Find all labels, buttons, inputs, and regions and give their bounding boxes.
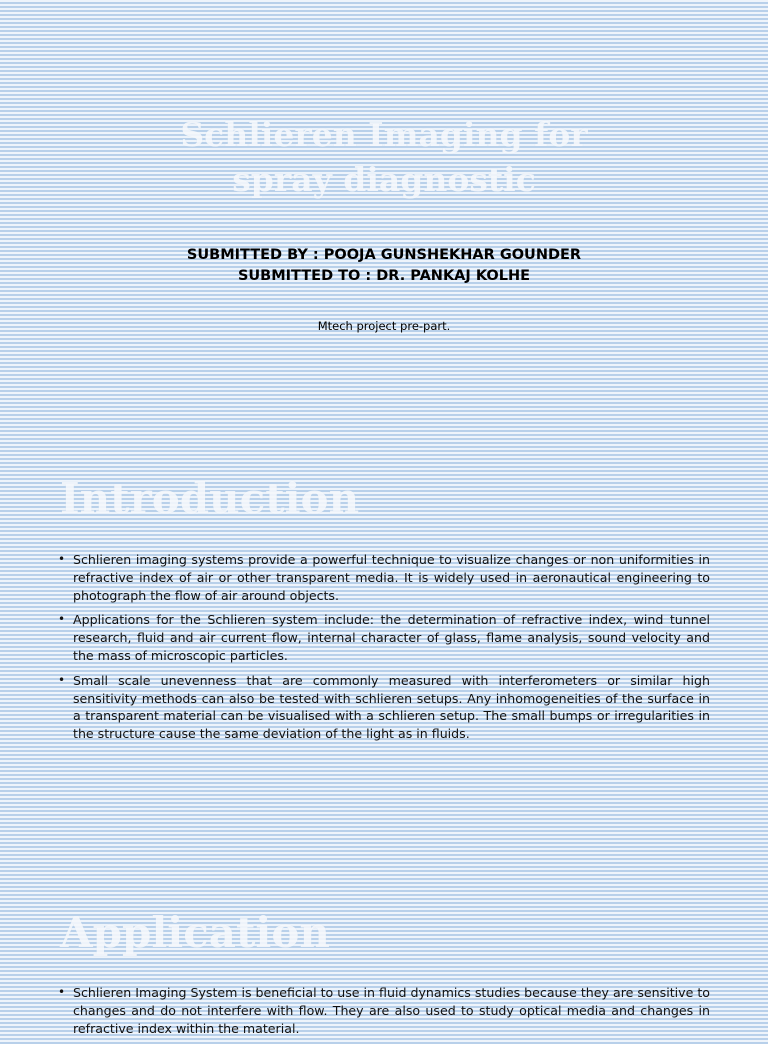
bullet-icon: • [58,552,66,566]
title-slide [0,0,768,430]
introduction-heading: Introduction [60,474,360,523]
bullet-item [56,611,710,664]
submitted-to-line: SUBMITTED TO : DR. PANKAJ KOLHE [237,268,531,284]
bullet-icon: • [58,672,66,687]
bullet-text: Applications for the Schlieren system include: the determination of refractive index, wind tunnel research, fluid and air current flow, internal character of glass, flame analysis, sound velocity and the mass of microscopic particles. [73,612,710,663]
introduction-bullet-list [56,551,710,750]
submitted-by-line: SUBMITTED BY : POOJA GUNSHEKHAR GOUNDER [186,247,582,263]
bullet-item [56,672,710,743]
bullet-text: Small scale unevenness that are commonly measured with interferometers or similar high sensitivity methods can also be tested with schlieren setups. Any inhomogeneities of the surface in a transparent material can be visualised with a schlieren setup. The small bumps or irregularities in the structure cause the same deviation of the light as in fluids. [73,672,710,742]
slide-subtitle: Mtech project pre-part. [317,319,451,333]
slide-title: Schlieren Imaging for spray diagnostic [180,115,588,199]
bullet-item [56,984,710,1037]
application-bullet-list [56,984,710,1044]
bullet-text: Schlieren imaging systems provide a powerful technique to visualize changes or non uniformities in refractive index of air or other transparent media. It is widely used in aeronautical engineering to photograph the flow of air around objects. [73,552,710,603]
bullet-icon: • [58,612,66,627]
application-heading: Application [60,908,330,957]
bullet-icon: • [58,985,66,999]
bullet-item [56,551,710,604]
bullet-text: Schlieren Imaging System is beneficial to use in fluid dynamics studies because they are sensitive to changes and do not interfere with flow. They are also used to study optical media and changes in refractive index within the material. [73,985,710,1036]
